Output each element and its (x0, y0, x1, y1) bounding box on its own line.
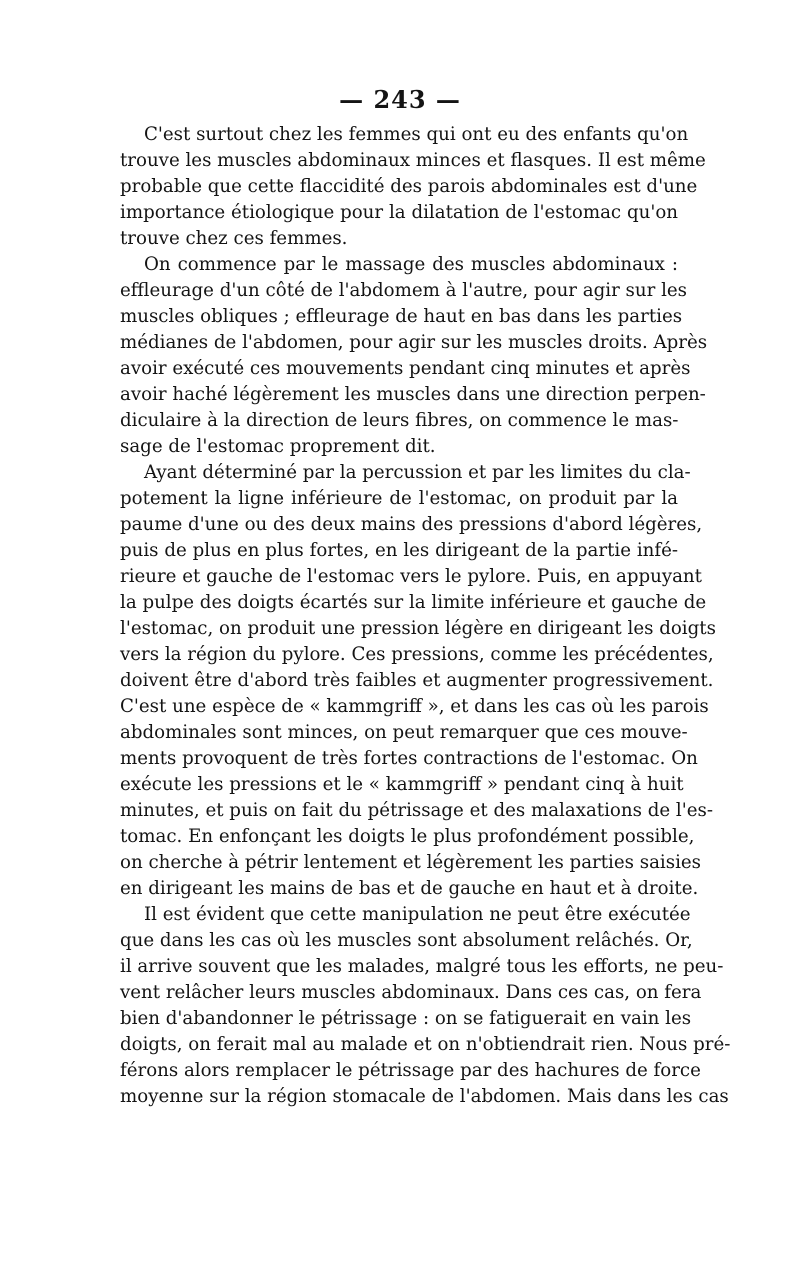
text-line: minutes, et puis on fait du pétrissage et des malaxations de l'es- (120, 800, 713, 821)
text-line: férons alors remplacer le pétrissage par des hachures de force (120, 1060, 701, 1081)
text-line: vent relâcher leurs muscles abdominaux. Dans ces cas, on fera (120, 982, 702, 1003)
text-line: bien d'abandonner le pétrissage : on se fatiguerait en vain les (120, 1008, 692, 1029)
text-line: On commence par le massage des muscles abdominaux : (144, 254, 678, 275)
text-line: puis de plus en plus fortes, en les dirigeant de la partie infé- (120, 540, 678, 561)
paragraph (120, 902, 731, 1110)
text-line: diculaire à la direction de leurs fibres, on commence le mas- (120, 410, 679, 431)
text-line: que dans les cas où les muscles sont absolument relâchés. Or, (120, 930, 693, 951)
paragraph (120, 252, 708, 460)
text-line: importance étiologique pour la dilatation de l'estomac qu'on (120, 202, 678, 223)
text-line: potement la ligne inférieure de l'estomac, on produit par la (120, 488, 678, 509)
paragraph (120, 460, 716, 902)
text-line: avoir exécuté ces mouvements pendant cinq minutes et après (120, 358, 691, 379)
text-line: vers la région du pylore. Ces pressions, comme les précédentes, (120, 644, 714, 665)
text-line: Ayant déterminé par la percussion et par les limites du cla- (144, 462, 691, 483)
text-line: doivent être d'abord très faibles et augmenter progressivement. (120, 670, 714, 691)
page-number: — 243 — (339, 85, 461, 114)
body-text (120, 122, 731, 1110)
text-line: il arrive souvent que les malades, malgré tous les efforts, ne peu- (120, 956, 724, 977)
text-line: muscles obliques ; effleurage de haut en bas dans les parties (120, 306, 683, 327)
text-line: effleurage d'un côté de l'abdomem à l'autre, pour agir sur les (120, 280, 687, 301)
text-line: avoir haché légèrement les muscles dans une direction perpen- (120, 384, 706, 405)
text-line: sage de l'estomac proprement dit. (120, 436, 436, 457)
text-line: tomac. En enfonçant les doigts le plus profondément possible, (120, 826, 695, 847)
paragraph (120, 122, 706, 252)
text-line: ments provoquent de très fortes contractions de l'estomac. On (120, 748, 698, 769)
text-line: paume d'une ou des deux mains des pressions d'abord légères, (120, 514, 703, 535)
text-line: probable que cette flaccidité des parois abdominales est d'une (120, 176, 698, 197)
text-line: C'est surtout chez les femmes qui ont eu des enfants qu'on (144, 124, 689, 145)
text-line: doigts, on ferait mal au malade et on n'obtiendrait rien. Nous pré- (120, 1034, 731, 1055)
text-line: médianes de l'abdomen, pour agir sur les muscles droits. Après (120, 332, 708, 353)
text-line: C'est une espèce de « kammgriff », et dans les cas où les parois (120, 696, 709, 717)
text-line: moyenne sur la région stomacale de l'abdomen. Mais dans les cas (120, 1086, 729, 1107)
text-line: la pulpe des doigts écartés sur la limite inférieure et gauche de (120, 592, 707, 613)
text-line: exécute les pressions et le « kammgriff » pendant cinq à huit (120, 774, 684, 795)
text-line: abdominales sont minces, on peut remarquer que ces mouve- (120, 722, 688, 743)
text-line: on cherche à pétrir lentement et légèrement les parties saisies (120, 852, 701, 873)
text-line: rieure et gauche de l'estomac vers le pylore. Puis, en appuyant (120, 566, 702, 587)
text-line: trouve chez ces femmes. (120, 228, 348, 249)
text-line: en dirigeant les mains de bas et de gauche en haut et à droite. (120, 878, 699, 899)
text-line: l'estomac, on produit une pression légère en dirigeant les doigts (120, 618, 716, 639)
text-line: Il est évident que cette manipulation ne peut être exécutée (144, 904, 691, 925)
text-line: trouve les muscles abdominaux minces et flasques. Il est même (120, 150, 706, 171)
